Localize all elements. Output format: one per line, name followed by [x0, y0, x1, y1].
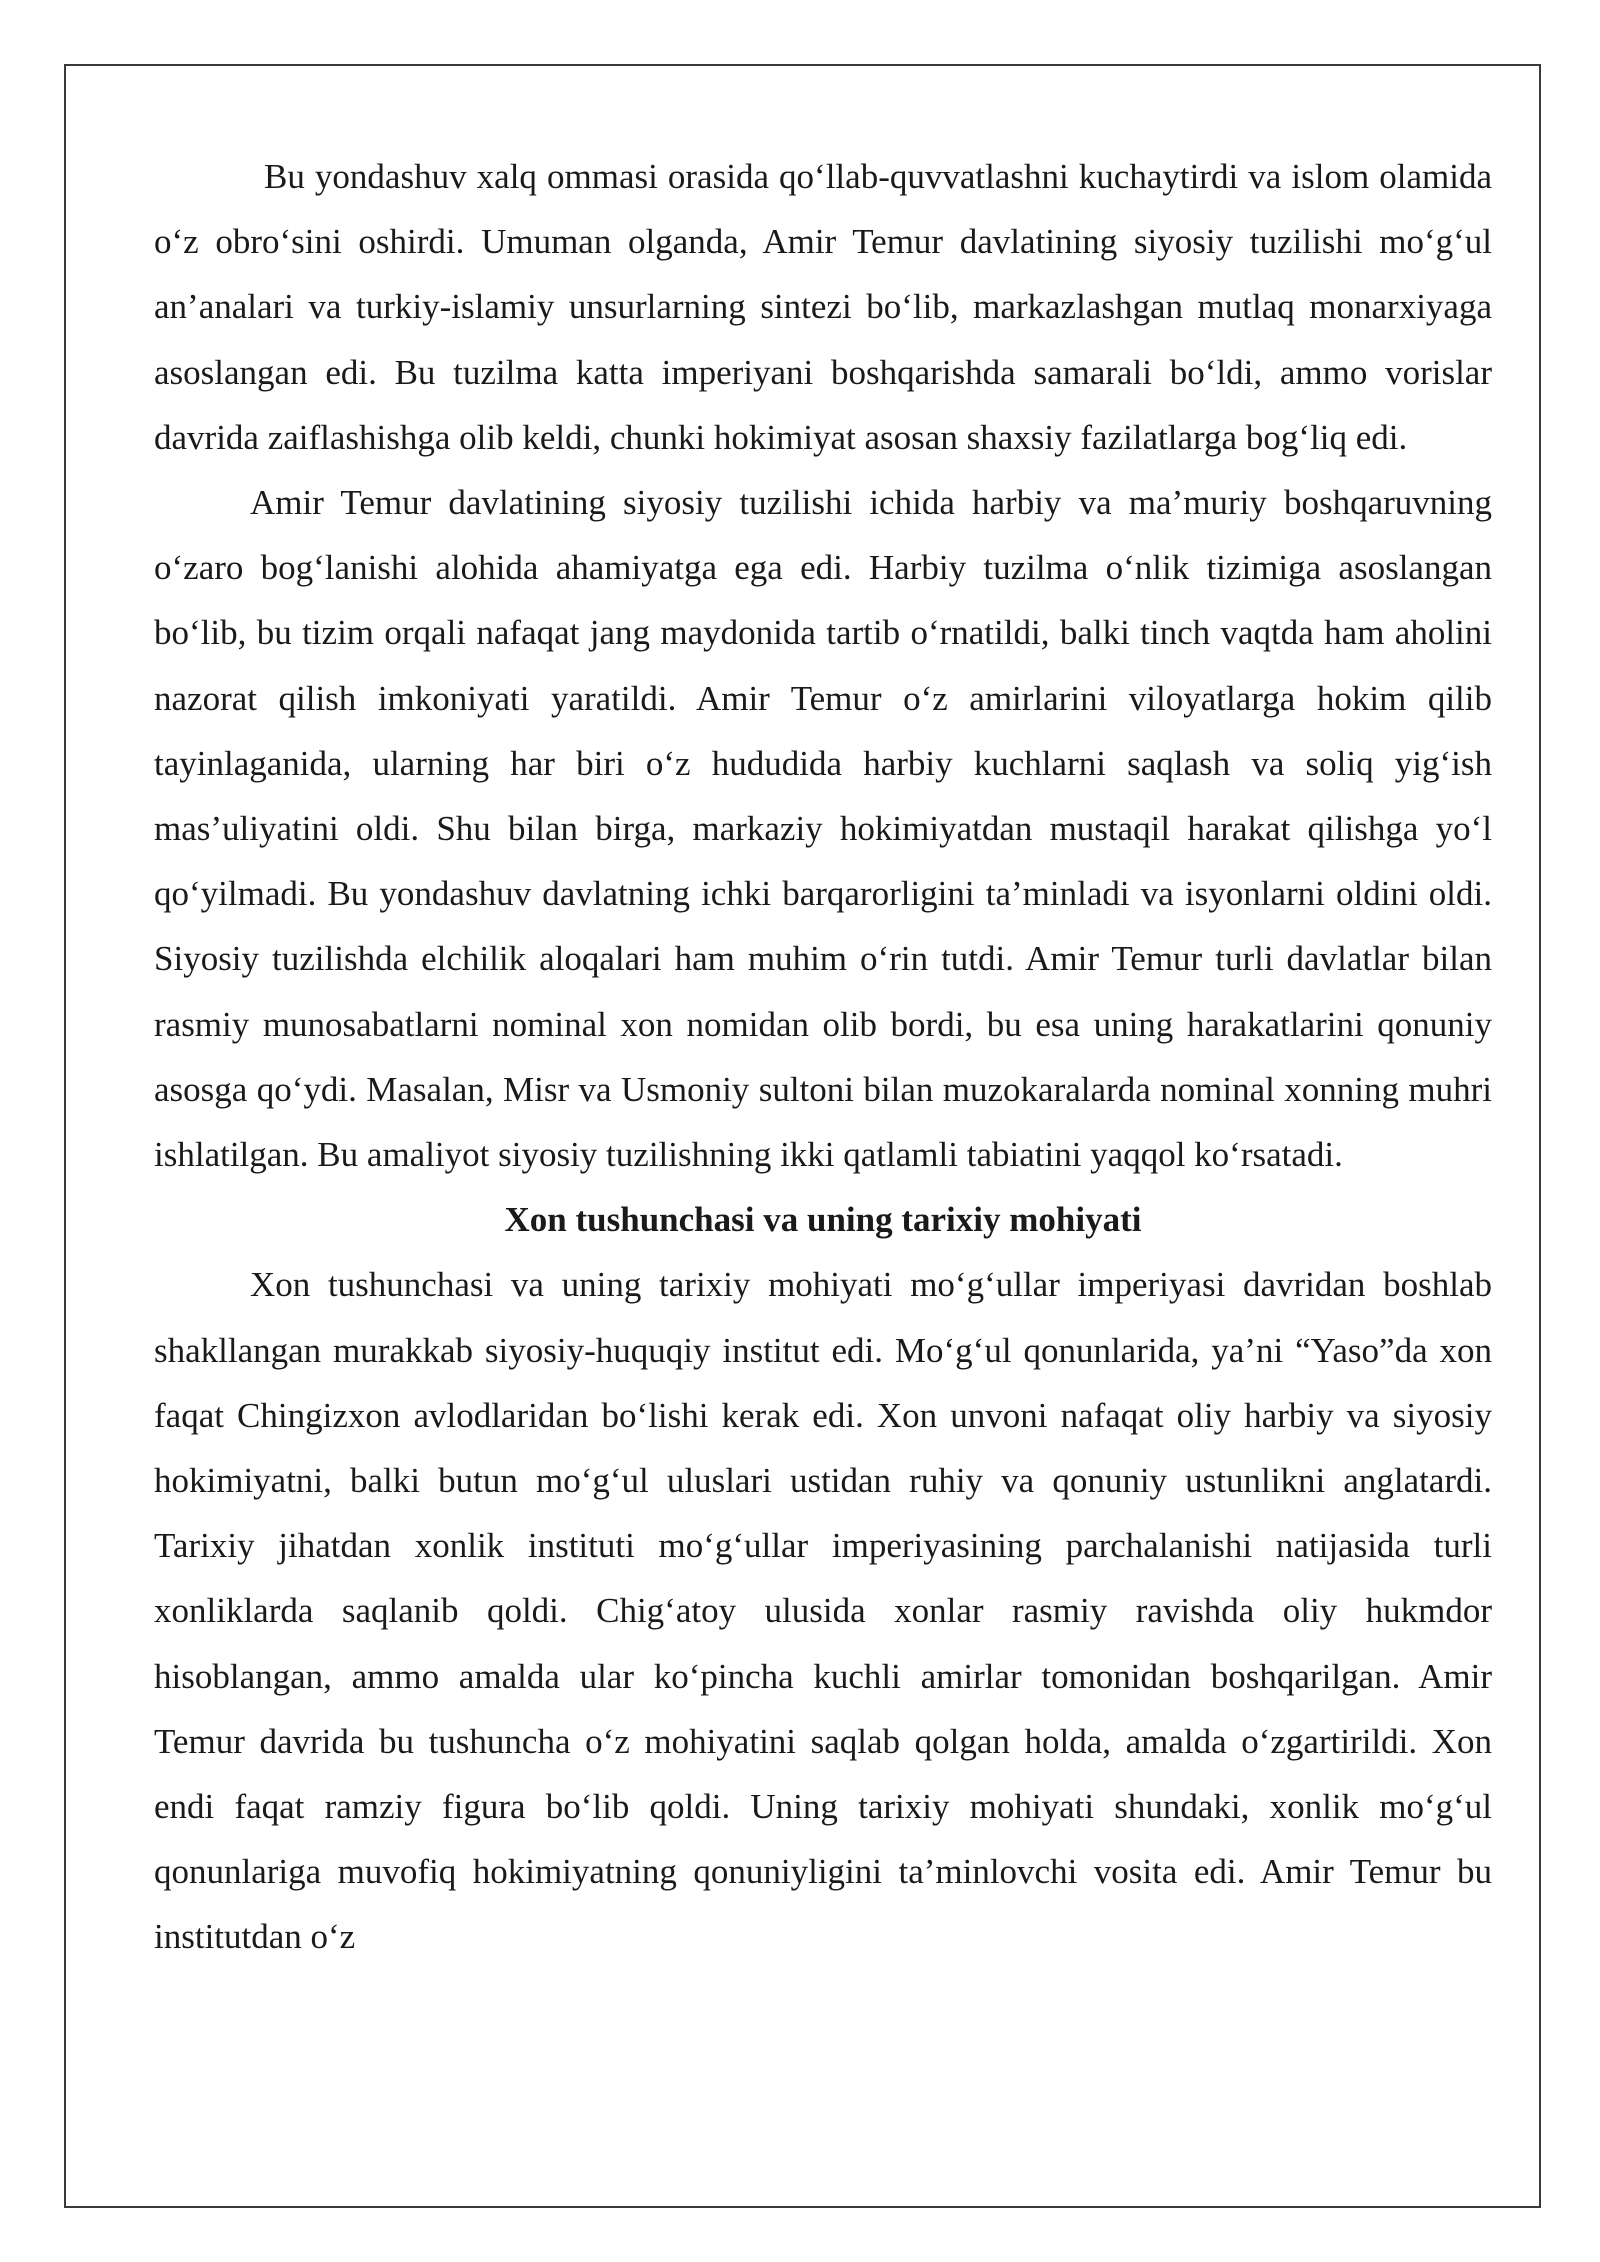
paragraph-3: Xon tushunchasi va uning tarixiy mohiyati mo‘g‘ullar imperiyasi davridan boshlab shakllangan murakkab siyosiy-huquqiy institut edi. Mo‘g‘ul qonunlarida, ya’ni “Yaso”da xon faqat Chingizxon avlodlaridan bo‘lishi kerak edi. Xon unvoni nafaqat oliy harbiy va siyosiy hokimiyatni, balki butun mo‘g‘ul uluslari ustidan ruhiy va qonuniy ustunlikni anglatardi. Tarixiy jihatdan xonlik instituti mo‘g‘ullar imperiyasining parchalanishi natijasida turli xonliklarda saqlanib qoldi. Chig‘atoy ulusida xonlar rasmiy ravishda oliy hukmdor hisoblangan, ammo amalda ular ko‘pincha kuchli amirlar tomonidan boshqarilgan. Amir Temur davrida bu tushuncha o‘z mohiyatini saqlab qolgan holda, amalda o‘zgartirildi. Xon endi faqat ramziy figura bo‘lib qoldi. Uning tarixiy mohiyati shundaki, xonlik mo‘g‘ul qonunlariga muvofiq hokimiyatning qonuniyligini ta’minlovchi vosita edi. Amir Temur bu institutdan o‘z — [154, 1265, 1492, 1957]
section-heading: Xon tushunchasi va uning tarixiy mohiyati — [504, 1200, 1142, 1240]
paragraph-1: Bu yondashuv xalq ommasi orasida qo‘llab-quvvatlashni kuchaytirdi va islom olamida o‘z obro‘sini oshirdi. Umuman olganda, Amir Temur davlatining siyosiy tuzilishi mo‘g‘ul an’analari va turkiy-islamiy unsurlarning sintezi bo‘lib, markazlashgan mutlaq monarxiyaga asoslangan edi. Bu tuzilma katta imperiyani boshqarishda samarali bo‘ldi, ammo vorislar davrida zaiflashishga olib keldi, chunki hokimiyat asosan shaxsiy fazilatlarga bog‘liq edi. — [154, 157, 1492, 457]
document-body — [154, 144, 1492, 1970]
paragraph-2: Amir Temur davlatining siyosiy tuzilishi ichida harbiy va ma’muriy boshqaruvning o‘zaro bog‘lanishi alohida ahamiyatga ega edi. Harbiy tuzilma o‘nlik tizimiga asoslangan bo‘lib, bu tizim orqali nafaqat jang maydonida tartib o‘rnatildi, balki tinch vaqtda ham aholini nazorat qilish imkoniyati yaratildi. Amir Temur o‘z amirlarini viloyatlarga hokim qilib tayinlaganida, ularning har biri o‘z hududida harbiy kuchlarni saqlash va soliq yig‘ish mas’uliyatini oldi. Shu bilan birga, markaziy hokimiyatdan mustaqil harakat qilishga yo‘l qo‘yilmadi. Bu yondashuv davlatning ichki barqarorligini ta’minladi va isyonlarni oldini oldi. Siyosiy tuzilishda elchilik aloqalari ham muhim o‘rin tutdi. Amir Temur turli davlatlar bilan rasmiy munosabatlarni nominal xon nomidan olib bordi, bu esa uning harakatlarini qonuniy asosga qo‘ydi. Masalan, Misr va Usmoniy sultoni bilan muzokaralarda nominal xonning muhri ishlatilgan. Bu amaliyot siyosiy tuzilishning ikki qatlamli tabiatini yaqqol ko‘rsatadi. — [154, 483, 1492, 1175]
